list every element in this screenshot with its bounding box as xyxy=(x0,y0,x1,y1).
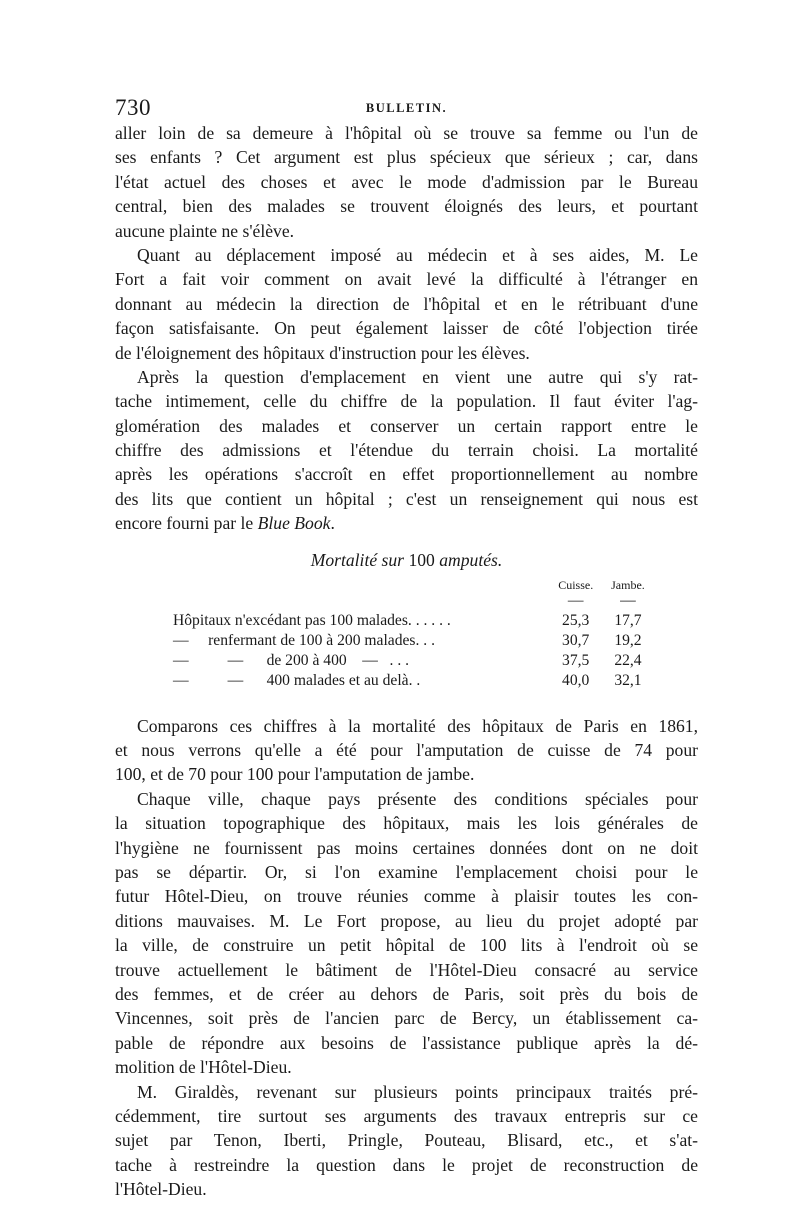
text-line: Fort a fait voir comment on avait levé la difficulté à l'étranger en xyxy=(115,269,698,290)
cell-jambe: 17,7 xyxy=(614,611,642,629)
text-line: et nous verrons qu'elle a été pour l'amputation de cuisse de 74 pour xyxy=(115,740,698,761)
text-line: 100, et de 70 pour 100 pour l'amputation de jambe. xyxy=(115,764,475,785)
paragraph-6 xyxy=(115,1080,698,1202)
text-line: façon satisfaisante. On peut également laisser de côté l'objection tirée xyxy=(115,318,698,339)
table-header-row xyxy=(115,578,698,596)
text-line: Quant au déplacement imposé au médecin et à ses aides, M. Le xyxy=(137,244,698,265)
column-dash: — xyxy=(620,591,636,609)
cell-jambe: 32,1 xyxy=(614,671,642,689)
cell-cuisse: 30,7 xyxy=(562,631,590,649)
text-line: Comparons ces chiffres à la mortalité des hôpitaux de Paris en 1861, xyxy=(137,715,698,736)
table-row xyxy=(115,612,698,632)
column-header-cuisse: Cuisse. xyxy=(558,577,594,592)
text-line: aucune plainte ne s'élève. xyxy=(115,220,295,241)
table-title-part: amputés. xyxy=(439,549,503,570)
text-line: sujet par Tenon, Iberti, Pringle, Pouteau, Blisard, etc., et s'at- xyxy=(115,1130,698,1151)
text-line: glomération des malades et conserver un certain rapport entre le xyxy=(115,415,698,436)
table-title-number: 100 xyxy=(408,549,435,570)
paragraph-4 xyxy=(115,714,698,787)
text-line: aller loin de sa demeure à l'hôpital où se trouve sa femme ou l'un de xyxy=(115,123,698,143)
running-head: BULLETIN. xyxy=(365,101,448,115)
table-row xyxy=(115,672,698,692)
text-line: la ville, de construire un petit hôpital de 100 lits à l'endroit où se xyxy=(115,935,698,956)
text-line: après les opérations s'accroît en effet proportionnellement au nombre xyxy=(115,464,698,485)
text-line: pable de répondre aux besoins de l'assistance publique après la dé- xyxy=(115,1032,698,1053)
text-line: l'Hôtel-Dieu. xyxy=(115,1179,207,1200)
text-line: chiffre des admissions et l'étendue du terrain choisi. La mortalité xyxy=(115,440,698,461)
text-line: central, bien des malades se trouvent éloignés des leurs, et pourtant xyxy=(115,196,698,217)
text-line: l'hygiène ne fournissent pas moins certaines données dont on ne doit xyxy=(115,837,698,858)
text-fragment: encore fourni par le xyxy=(115,513,258,534)
cell-cuisse: 25,3 xyxy=(562,611,590,629)
column-header-jambe: Jambe. xyxy=(611,577,645,592)
row-label: — renfermant de 100 à 200 malades. . . xyxy=(173,631,435,649)
text-line: tache à restreindre la question dans le projet de reconstruction de xyxy=(115,1154,698,1175)
cell-jambe: 22,4 xyxy=(614,651,642,669)
text-line: donnant au médecin la direction de l'hôpital et en le rétribuant d'une xyxy=(115,293,698,314)
table-dash-row xyxy=(115,596,698,612)
cell-jambe: 19,2 xyxy=(614,631,642,649)
text-line: M. Giraldès, revenant sur plusieurs points principaux traités pré- xyxy=(137,1081,698,1102)
text-line: futur Hôtel-Dieu, on trouve réunies comme à plaisir toutes les con- xyxy=(115,886,698,907)
text-line: trouve actuellement le bâtiment de l'Hôtel-Dieu consacré au service xyxy=(115,959,698,980)
page-header xyxy=(115,95,698,121)
row-label: — — 400 malades et au delà. . xyxy=(173,671,421,689)
cell-cuisse: 40,0 xyxy=(562,671,590,689)
text-line: de l'éloignement des hôpitaux d'instruction pour les élèves. xyxy=(115,342,530,363)
text-line: ditions mauvaises. M. Le Fort propose, au lieu du projet adopté par xyxy=(115,910,698,931)
text-line: Après la question d'emplacement en vient une autre qui s'y rat- xyxy=(137,366,698,387)
paragraph-3 xyxy=(115,365,698,536)
text-line: pas se départir. Or, si l'on examine l'emplacement choisi pour le xyxy=(115,861,698,882)
paragraph-5 xyxy=(115,787,698,1080)
text-line: des femmes, et de créer au dehors de Paris, soit près du bois de xyxy=(115,983,698,1004)
row-label: — — de 200 à 400 — . . . xyxy=(173,651,410,669)
paragraph-2 xyxy=(115,243,698,365)
text-line: des lits que contient un hôpital ; c'est un renseignement qui nous est xyxy=(115,488,698,509)
text-line xyxy=(115,511,698,535)
text-line: ses enfants ? Cet argument est plus spécieux que sérieux ; car, dans xyxy=(115,147,698,168)
text-line: la situation topographique des hôpitaux, mais les lois générales de xyxy=(115,813,698,834)
cell-cuisse: 37,5 xyxy=(562,651,590,669)
book-title: Blue Book xyxy=(257,513,331,534)
table-title-part: Mortalité sur xyxy=(310,549,405,570)
mortality-table xyxy=(115,578,698,692)
row-label: Hôpitaux n'excédant pas 100 malades. . . . . . xyxy=(173,611,451,629)
text-line: molition de l'Hôtel-Dieu. xyxy=(115,1057,292,1078)
table-title xyxy=(115,550,698,574)
text-line: tache intimement, celle du chiffre de la population. Il faut éviter l'ag- xyxy=(115,391,698,412)
text-line: cédemment, tire surtout ses arguments des travaux entrepris sur ce xyxy=(115,1105,698,1126)
text-line: Vincennes, soit près de l'ancien parc de Bercy, un établissement ca- xyxy=(115,1008,698,1029)
paragraph-1 xyxy=(115,121,698,243)
text-line: Chaque ville, chaque pays présente des conditions spéciales pour xyxy=(137,788,698,809)
table-row xyxy=(115,652,698,672)
text-fragment: . xyxy=(330,513,335,534)
page xyxy=(115,95,698,1201)
column-dash: — xyxy=(567,591,584,609)
table-row xyxy=(115,632,698,652)
text-line: l'état actuel des choses et avec le mode d'admission par le Bureau xyxy=(115,171,698,192)
page-number: 730 xyxy=(115,95,151,120)
